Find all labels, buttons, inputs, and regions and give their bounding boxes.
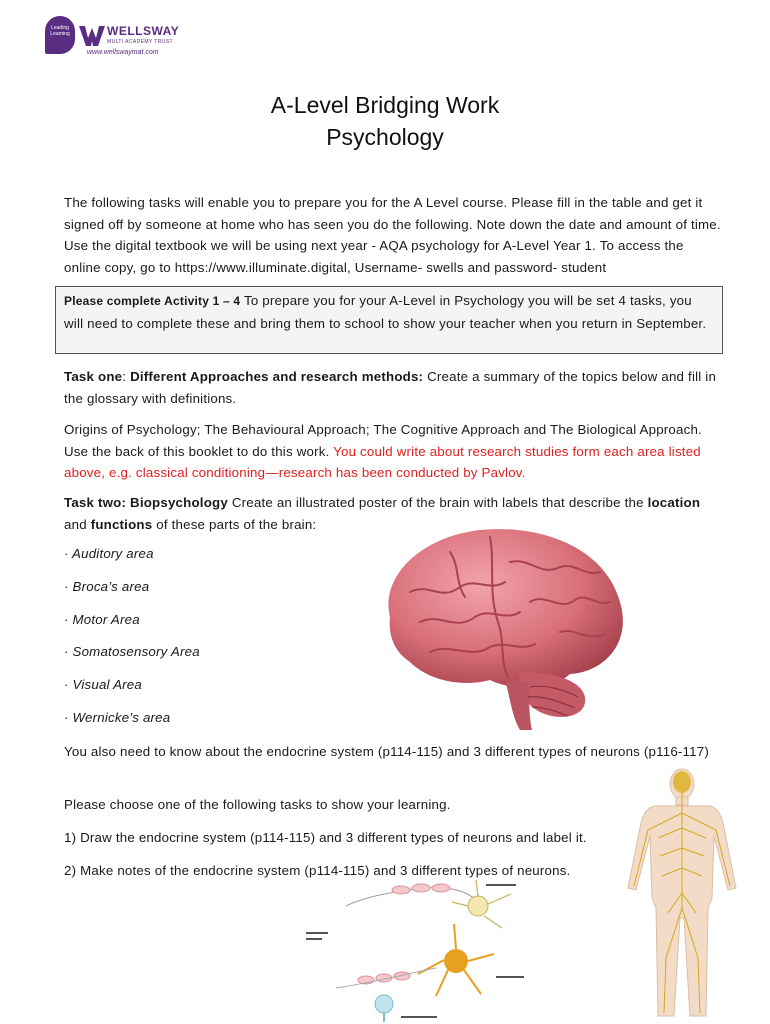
intro-paragraph: The following tasks will enable you to prepare you for the A Level course. Please fill in the table and get it signed off by someone at home who has seen you do the following. Note down the date and amount of time. Use the digital textbook we will be using next year - AQA psychology for A-Level Year 1. To access the online copy, go to https://www.illuminate.digital, Username- swells and password- student (64, 195, 721, 275)
school-logo (45, 14, 180, 60)
task-one-paragraph: Task one: Different Approaches and research methods: Create a summary of the topics below and fill in the glossary with definitions. (64, 369, 717, 406)
notice-bold: Please complete Activity 1 – 4 (64, 294, 241, 308)
list-item: · Wernicke’s area (64, 710, 171, 725)
task-one-topics-text: Origins of Psychology; The Behavioural Approach; The Cognitive Approach and The Biological Approach. Use the back of this booklet to do this work. (64, 422, 702, 459)
page-title: A-Level Bridging Work (270, 92, 500, 118)
task-two-location: location (647, 495, 701, 510)
task-one-topics (64, 419, 724, 484)
nervous-system-figure-icon (618, 768, 746, 1020)
task-one-label: Task one (64, 369, 123, 384)
option-one: 1) Draw the endocrine system (p114-115) and 3 different types of neurons and label it. (64, 830, 587, 845)
task-two-functions: functions (90, 516, 153, 532)
endocrine-paragraph: You also need to know about the endocrine system (p114-115) and 3 different types of neurons (p116-117) (64, 744, 709, 759)
option-two: 2) Make notes of the endocrine system (p114-115) and 3 different types of neurons. (64, 863, 571, 878)
logo-name: WELLSWAY (107, 24, 180, 38)
page-subtitle: Psychology (326, 124, 444, 150)
task-two-label: Task two: Biopsychology (64, 495, 228, 510)
neuron-diagram-icon (306, 876, 536, 1022)
brain-illustration-icon (370, 522, 635, 732)
list-item: · Somatosensory Area (64, 644, 200, 659)
task-one-red-note: You could write about research studies form each area listed above, e.g. classical conditioning—research has been conducted by Pavlov. (64, 443, 701, 480)
task-one-text: Create a summary of the topics below and fill in the glossary with definitions. (64, 369, 717, 406)
task-one-heading: Different Approaches and research methods: (130, 369, 424, 384)
activity-notice-box (55, 286, 723, 354)
list-item: · Motor Area (64, 612, 140, 627)
logo-url: www.wellswaymat.com (87, 49, 159, 56)
list-item: · Visual Area (64, 677, 142, 692)
logo-trust: MULTI ACADEMY TRUST (107, 39, 173, 45)
choose-paragraph: Please choose one of the following tasks to show your learning. (64, 797, 451, 812)
logo-w-icon (79, 26, 105, 46)
task-two-paragraph: Task two: Biopsychology Create an illustrated poster of the brain with labels that describe the location and functions of these parts of the brain: (64, 495, 701, 532)
notice-text: To prepare you for your A-Level in Psychology you will be set 4 tasks, you will need to complete these and bring them to school to show your teacher when you return in September. (64, 293, 707, 331)
list-item: · Broca’s area (64, 579, 150, 594)
list-item: · Auditory area (64, 546, 154, 561)
logo-badge: Leading Learning (45, 16, 75, 54)
